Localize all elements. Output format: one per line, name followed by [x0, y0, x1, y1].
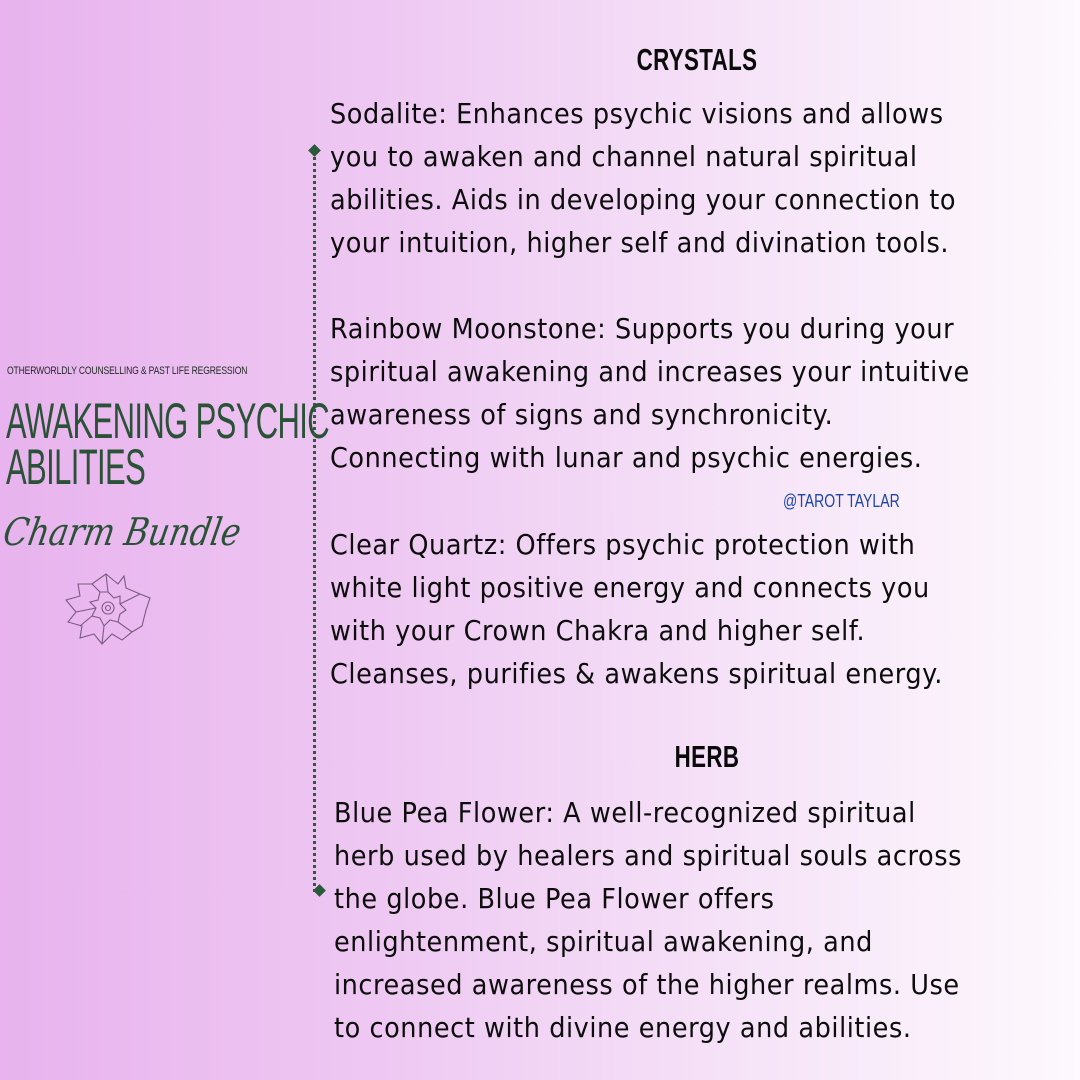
shell-icon	[62, 570, 154, 646]
text-line: increased awareness of the higher realms. Use	[334, 969, 960, 1001]
left-panel	[0, 0, 330, 1080]
timeline-divider	[313, 150, 320, 892]
subtitle: Charm Bundle	[0, 510, 245, 554]
text-line: abilities. Aids in developing your connection to	[330, 184, 957, 216]
title-line: ABILITIES	[6, 439, 146, 495]
text-line: Rainbow Moonstone: Supports you during your	[330, 313, 955, 345]
title-line: AWAKENING PSYCHIC	[6, 393, 330, 449]
text-line: you to awaken and channel natural spiritual	[330, 141, 918, 173]
text-line: your intuition, higher self and divination tools.	[330, 227, 950, 259]
text-line: the globe. Blue Pea Flower offers	[334, 883, 775, 915]
brand-name: OTHERWORLDLY COUNSELLING & PAST LIFE REGRESSION	[7, 365, 248, 377]
section-heading-crystals: CRYSTALS	[636, 42, 758, 77]
text-line: Sodalite: Enhances psychic visions and allows	[330, 98, 944, 130]
social-handle: @TAROT TAYLAR	[783, 491, 900, 511]
text-line: Clear Quartz: Offers psychic protection with	[330, 529, 916, 561]
herb-description-blue-pea-flower	[334, 792, 962, 1050]
text-line: to connect with divine energy and abilities.	[334, 1012, 912, 1044]
text-line: white light positive energy and connects you	[330, 572, 930, 604]
text-line: Connecting with lunar and psychic energies.	[330, 442, 923, 474]
text-line: Blue Pea Flower: A well-recognized spiritual	[334, 797, 916, 829]
text-line: with your Crown Chakra and higher self.	[330, 615, 866, 647]
text-line: herb used by healers and spiritual souls across	[334, 840, 963, 872]
section-heading-herb: HERB	[674, 739, 740, 774]
crystal-description-rainbow-moonstone	[330, 308, 970, 480]
text-line: awareness of signs and synchronicity.	[330, 399, 834, 431]
crystal-description-clear-quartz	[330, 524, 943, 696]
page-title	[6, 393, 330, 495]
text-line: spiritual awakening and increases your intuitive	[330, 356, 970, 388]
text-line: Cleanses, purifies & awakens spiritual energy.	[330, 658, 943, 690]
crystal-description-sodalite	[330, 93, 956, 265]
text-line: enlightenment, spiritual awakening, and	[334, 926, 873, 958]
